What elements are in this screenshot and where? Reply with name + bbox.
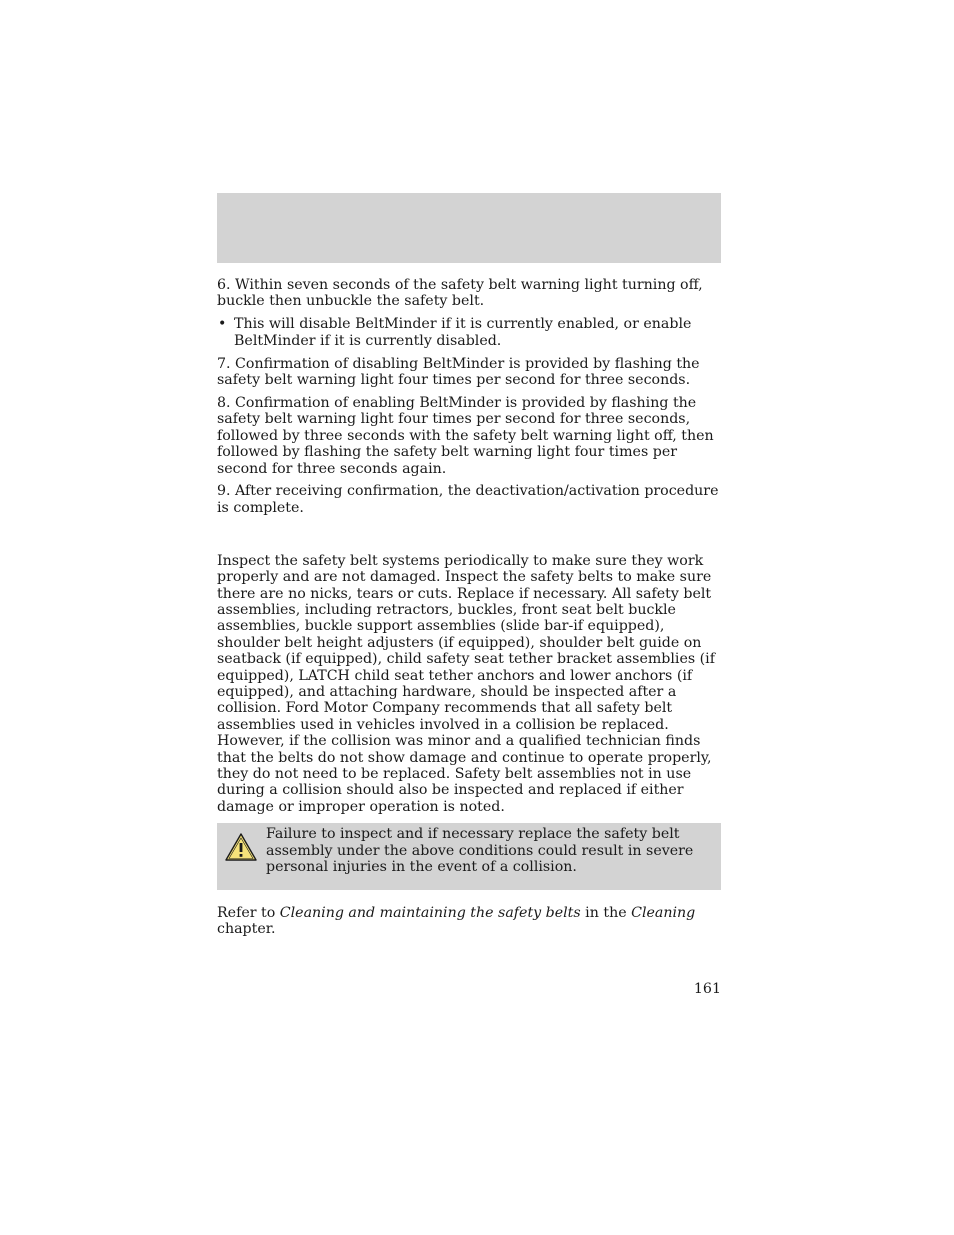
bullet-item (217, 316, 721, 349)
reference-note (217, 905, 721, 938)
bullet-text: This will disable BeltMinder if it is currently enabled, or enable BeltMinder if it is currently disabled. (234, 316, 692, 349)
reference-suffix: chapter. (217, 921, 276, 938)
inspection-paragraph: Inspect the safety belt systems periodically to make sure they work properly and are not damaged. Inspect the safety belts to make sure there are no nicks, tears or cuts. Replace if necessary. All safety belt assemblies, including retractors, buckles, front seat belt buckle assemblies, buckle support assemblies (slide bar-if equipped), shoulder belt height adjusters (if equipped), shoulder belt guide on seatback (if equipped), child safety seat tether bracket assemblies (if equipped), LATCH child seat tether anchors and lower anchors (if equipped), and attaching hardware, should be inspected after a collision. Ford Motor Company recommends that all safety belt assemblies used in vehicles involved in a collision be replaced. However, if the collision was minor and a qualified technician finds that the belts do not show damage and continue to operate properly, they do not need to be replaced. Safety belt assemblies not in use during a collision should also be inspected and replaced if either damage or improper operation is noted. (217, 552, 715, 815)
page-number: 161 (693, 981, 721, 997)
bullet-dot-icon: • (218, 316, 227, 333)
step-9: 9. After receiving confirmation, the deactivation/activation procedure is complete. (217, 483, 719, 516)
reference-prefix: Refer to (217, 905, 280, 921)
step-6: 6. Within seven seconds of the safety belt warning light turning off, buckle then unbuckle the safety belt. (217, 277, 703, 310)
reference-middle: in the (580, 905, 632, 921)
warning-triangle-icon (224, 832, 258, 862)
section-gap (217, 523, 721, 553)
warning-text: Failure to inspect and if necessary replace the safety belt assembly under the above conditions could result in severe personal injuries in the event of a collision. (266, 826, 694, 876)
header-band (217, 193, 721, 263)
warning-box (217, 823, 721, 890)
reference-chapter: Cleaning (631, 905, 696, 921)
reference-link-title: Cleaning and maintaining the safety belts (279, 905, 581, 921)
page-content (217, 277, 721, 938)
step-8: 8. Confirmation of enabling BeltMinder is provided by flashing the safety belt warning light four times per second for three seconds, followed by three seconds with the safety belt warning light off, then followed by flashing the safety belt warning light four times per second for three seconds again. (217, 394, 714, 477)
step-7: 7. Confirmation of disabling BeltMinder is provided by flashing the safety belt warning light four times per second for three seconds. (217, 355, 700, 389)
